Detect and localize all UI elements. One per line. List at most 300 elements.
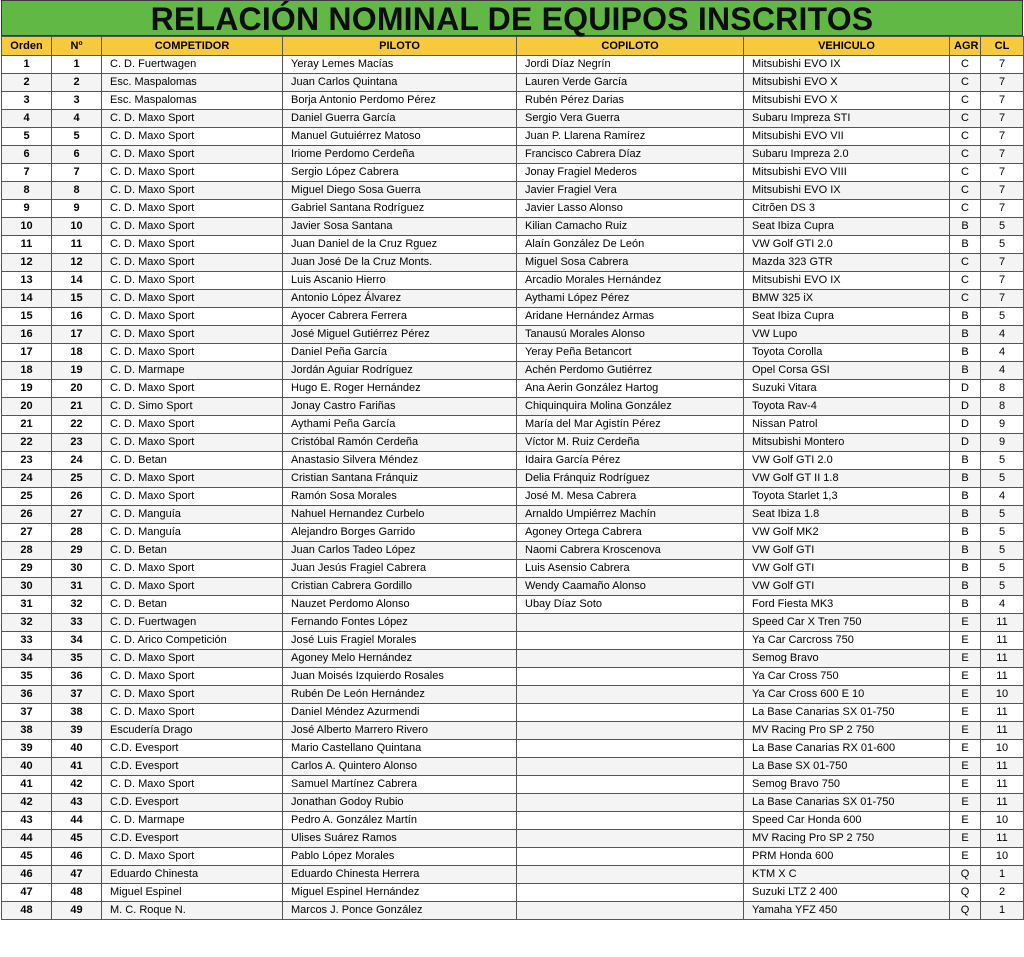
orden-cell: 4: [2, 110, 52, 128]
cl-cell: 7: [981, 272, 1024, 290]
copiloto-cell: [517, 650, 744, 668]
competidor-cell: C. D. Maxo Sport: [102, 308, 283, 326]
numero-cell: 5: [52, 128, 102, 146]
copiloto-cell: Jordi Díaz Negrín: [517, 56, 744, 74]
cl-cell: 7: [981, 74, 1024, 92]
cl-cell: 7: [981, 110, 1024, 128]
piloto-cell: Carlos A. Quintero Alonso: [283, 758, 517, 776]
copiloto-cell: [517, 902, 744, 920]
table-row: [2, 740, 1024, 758]
cl-cell: 10: [981, 740, 1024, 758]
numero-cell: 41: [52, 758, 102, 776]
numero-cell: 46: [52, 848, 102, 866]
copiloto-cell: Tanausú Morales Alonso: [517, 326, 744, 344]
piloto-cell: Juan Moisés Izquierdo Rosales: [283, 668, 517, 686]
agr-cell: E: [950, 740, 981, 758]
table-row: [2, 326, 1024, 344]
vehiculo-cell: Mitsubishi EVO X: [744, 74, 950, 92]
piloto-cell: Juan Jesús Fragiel Cabrera: [283, 560, 517, 578]
orden-cell: 20: [2, 398, 52, 416]
vehiculo-cell: Mitsubishi EVO IX: [744, 56, 950, 74]
table-row: [2, 254, 1024, 272]
orden-cell: 18: [2, 362, 52, 380]
competidor-cell: C. D. Maxo Sport: [102, 776, 283, 794]
vehiculo-cell: Speed Car Honda 600: [744, 812, 950, 830]
cl-cell: 4: [981, 326, 1024, 344]
piloto-cell: Gabriel Santana Rodríguez: [283, 200, 517, 218]
piloto-cell: Marcos J. Ponce González: [283, 902, 517, 920]
table-row: [2, 380, 1024, 398]
vehiculo-cell: VW Golf MK2: [744, 524, 950, 542]
col-header-cl: CL: [981, 37, 1024, 56]
entries-body: [2, 56, 1024, 920]
vehiculo-cell: VW Golf GTI 2.0: [744, 236, 950, 254]
agr-cell: C: [950, 182, 981, 200]
competidor-cell: C. D. Betan: [102, 452, 283, 470]
piloto-cell: Mario Castellano Quintana: [283, 740, 517, 758]
vehiculo-cell: Citrõen DS 3: [744, 200, 950, 218]
table-row: [2, 344, 1024, 362]
table-row: [2, 488, 1024, 506]
numero-cell: 7: [52, 164, 102, 182]
table-row: [2, 542, 1024, 560]
orden-cell: 7: [2, 164, 52, 182]
competidor-cell: C. D. Maxo Sport: [102, 290, 283, 308]
agr-cell: C: [950, 146, 981, 164]
orden-cell: 29: [2, 560, 52, 578]
piloto-cell: Jonathan Godoy Rubio: [283, 794, 517, 812]
piloto-cell: Pablo López Morales: [283, 848, 517, 866]
table-row: [2, 182, 1024, 200]
competidor-cell: C. D. Maxo Sport: [102, 848, 283, 866]
competidor-cell: Eduardo Chinesta: [102, 866, 283, 884]
competidor-cell: C. D. Maxo Sport: [102, 326, 283, 344]
table-row: [2, 812, 1024, 830]
copiloto-cell: Sergio Vera Guerra: [517, 110, 744, 128]
copiloto-cell: Lauren Verde García: [517, 74, 744, 92]
agr-cell: B: [950, 326, 981, 344]
agr-cell: Q: [950, 884, 981, 902]
orden-cell: 43: [2, 812, 52, 830]
agr-cell: C: [950, 164, 981, 182]
orden-cell: 37: [2, 704, 52, 722]
copiloto-cell: [517, 704, 744, 722]
agr-cell: E: [950, 614, 981, 632]
table-row: [2, 128, 1024, 146]
copiloto-cell: [517, 848, 744, 866]
orden-cell: 13: [2, 272, 52, 290]
numero-cell: 18: [52, 344, 102, 362]
table-row: [2, 722, 1024, 740]
numero-cell: 35: [52, 650, 102, 668]
numero-cell: 40: [52, 740, 102, 758]
agr-cell: E: [950, 848, 981, 866]
numero-cell: 45: [52, 830, 102, 848]
orden-cell: 28: [2, 542, 52, 560]
agr-cell: B: [950, 362, 981, 380]
vehiculo-cell: BMW 325 iX: [744, 290, 950, 308]
competidor-cell: C. D. Simo Sport: [102, 398, 283, 416]
numero-cell: 37: [52, 686, 102, 704]
table-row: [2, 164, 1024, 182]
agr-cell: E: [950, 722, 981, 740]
agr-cell: E: [950, 758, 981, 776]
page-title: RELACIÓN NOMINAL DE EQUIPOS INSCRITOS: [1, 0, 1023, 36]
orden-cell: 44: [2, 830, 52, 848]
copiloto-cell: Jonay Fragiel Mederos: [517, 164, 744, 182]
col-header-orden: Orden: [2, 37, 52, 56]
table-row: [2, 596, 1024, 614]
competidor-cell: C. D. Maxo Sport: [102, 254, 283, 272]
piloto-cell: Ulises Suárez Ramos: [283, 830, 517, 848]
orden-cell: 38: [2, 722, 52, 740]
copiloto-cell: Víctor M. Ruiz Cerdeña: [517, 434, 744, 452]
vehiculo-cell: Semog Bravo 750: [744, 776, 950, 794]
copiloto-cell: [517, 884, 744, 902]
agr-cell: C: [950, 92, 981, 110]
orden-cell: 8: [2, 182, 52, 200]
agr-cell: E: [950, 650, 981, 668]
piloto-cell: Alejandro Borges Garrido: [283, 524, 517, 542]
orden-cell: 3: [2, 92, 52, 110]
agr-cell: D: [950, 380, 981, 398]
cl-cell: 11: [981, 668, 1024, 686]
cl-cell: 5: [981, 524, 1024, 542]
table-row: [2, 218, 1024, 236]
orden-cell: 16: [2, 326, 52, 344]
numero-cell: 22: [52, 416, 102, 434]
vehiculo-cell: VW Golf GT II 1.8: [744, 470, 950, 488]
numero-cell: 10: [52, 218, 102, 236]
numero-cell: 39: [52, 722, 102, 740]
vehiculo-cell: Opel Corsa GSI: [744, 362, 950, 380]
numero-cell: 32: [52, 596, 102, 614]
cl-cell: 4: [981, 596, 1024, 614]
copiloto-cell: Achén Perdomo Gutiérrez: [517, 362, 744, 380]
numero-cell: 16: [52, 308, 102, 326]
numero-cell: 31: [52, 578, 102, 596]
competidor-cell: C. D. Maxo Sport: [102, 272, 283, 290]
agr-cell: B: [950, 344, 981, 362]
table-row: [2, 200, 1024, 218]
piloto-cell: José Alberto Marrero Rivero: [283, 722, 517, 740]
copiloto-cell: Arnaldo Umpiérrez Machín: [517, 506, 744, 524]
competidor-cell: C. D. Maxo Sport: [102, 164, 283, 182]
numero-cell: 3: [52, 92, 102, 110]
orden-cell: 1: [2, 56, 52, 74]
copiloto-cell: Aythami López Pérez: [517, 290, 744, 308]
orden-cell: 42: [2, 794, 52, 812]
agr-cell: E: [950, 632, 981, 650]
numero-cell: 34: [52, 632, 102, 650]
orden-cell: 48: [2, 902, 52, 920]
competidor-cell: C.D. Evesport: [102, 758, 283, 776]
table-row: [2, 614, 1024, 632]
competidor-cell: C. D. Marmape: [102, 362, 283, 380]
table-row: [2, 92, 1024, 110]
cl-cell: 4: [981, 362, 1024, 380]
orden-cell: 6: [2, 146, 52, 164]
agr-cell: B: [950, 578, 981, 596]
copiloto-cell: Delia Fránquiz Rodríguez: [517, 470, 744, 488]
numero-cell: 6: [52, 146, 102, 164]
competidor-cell: C. D. Maxo Sport: [102, 344, 283, 362]
copiloto-cell: Javier Lasso Alonso: [517, 200, 744, 218]
copiloto-cell: Agoney Ortega Cabrera: [517, 524, 744, 542]
copiloto-cell: Chiquinquira Molina González: [517, 398, 744, 416]
vehiculo-cell: Subaru Impreza STI: [744, 110, 950, 128]
competidor-cell: Escudería Drago: [102, 722, 283, 740]
competidor-cell: C. D. Maxo Sport: [102, 434, 283, 452]
copiloto-cell: Aridane Hernández Armas: [517, 308, 744, 326]
piloto-cell: Eduardo Chinesta Herrera: [283, 866, 517, 884]
competidor-cell: C. D. Maxo Sport: [102, 182, 283, 200]
table-row: [2, 776, 1024, 794]
orden-cell: 30: [2, 578, 52, 596]
numero-cell: 25: [52, 470, 102, 488]
copiloto-cell: [517, 632, 744, 650]
copiloto-cell: Juan P. Llarena Ramírez: [517, 128, 744, 146]
col-header-numero: Nº: [52, 37, 102, 56]
competidor-cell: C. D. Maxo Sport: [102, 488, 283, 506]
orden-cell: 41: [2, 776, 52, 794]
piloto-cell: Nahuel Hernandez Curbelo: [283, 506, 517, 524]
vehiculo-cell: Ya Car Cross 600 E 10: [744, 686, 950, 704]
piloto-cell: Ramón Sosa Morales: [283, 488, 517, 506]
orden-cell: 15: [2, 308, 52, 326]
piloto-cell: Luis Ascanio Hierro: [283, 272, 517, 290]
vehiculo-cell: Toyota Corolla: [744, 344, 950, 362]
competidor-cell: C. D. Maxo Sport: [102, 236, 283, 254]
numero-cell: 33: [52, 614, 102, 632]
agr-cell: B: [950, 470, 981, 488]
piloto-cell: Anastasio Silvera Méndez: [283, 452, 517, 470]
table-row: [2, 416, 1024, 434]
copiloto-cell: [517, 776, 744, 794]
vehiculo-cell: Speed Car X Tren 750: [744, 614, 950, 632]
piloto-cell: Manuel Gutuiérrez Matoso: [283, 128, 517, 146]
piloto-cell: Antonio López Álvarez: [283, 290, 517, 308]
vehiculo-cell: Suzuki Vitara: [744, 380, 950, 398]
piloto-cell: Samuel Martínez Cabrera: [283, 776, 517, 794]
orden-cell: 10: [2, 218, 52, 236]
numero-cell: 29: [52, 542, 102, 560]
orden-cell: 11: [2, 236, 52, 254]
cl-cell: 10: [981, 848, 1024, 866]
competidor-cell: Esc. Maspalomas: [102, 92, 283, 110]
orden-cell: 32: [2, 614, 52, 632]
competidor-cell: C. D. Maxo Sport: [102, 128, 283, 146]
cl-cell: 9: [981, 434, 1024, 452]
copiloto-cell: María del Mar Agistín Pérez: [517, 416, 744, 434]
copiloto-cell: Miguel Sosa Cabrera: [517, 254, 744, 272]
competidor-cell: C. D. Maxo Sport: [102, 650, 283, 668]
piloto-cell: Fernando Fontes López: [283, 614, 517, 632]
copiloto-cell: [517, 758, 744, 776]
agr-cell: B: [950, 488, 981, 506]
cl-cell: 1: [981, 902, 1024, 920]
vehiculo-cell: VW Golf GTI: [744, 560, 950, 578]
cl-cell: 8: [981, 398, 1024, 416]
numero-cell: 8: [52, 182, 102, 200]
vehiculo-cell: Toyota Starlet 1,3: [744, 488, 950, 506]
piloto-cell: Yeray Lemes Macías: [283, 56, 517, 74]
agr-cell: Q: [950, 866, 981, 884]
agr-cell: E: [950, 686, 981, 704]
vehiculo-cell: VW Golf GTI: [744, 542, 950, 560]
piloto-cell: Juan Carlos Tadeo López: [283, 542, 517, 560]
cl-cell: 11: [981, 830, 1024, 848]
cl-cell: 1: [981, 866, 1024, 884]
orden-cell: 21: [2, 416, 52, 434]
agr-cell: Q: [950, 902, 981, 920]
agr-cell: E: [950, 776, 981, 794]
numero-cell: 36: [52, 668, 102, 686]
vehiculo-cell: Mitsubishi EVO IX: [744, 272, 950, 290]
numero-cell: 1: [52, 56, 102, 74]
vehiculo-cell: Toyota Rav-4: [744, 398, 950, 416]
table-row: [2, 308, 1024, 326]
table-row: [2, 632, 1024, 650]
numero-cell: 28: [52, 524, 102, 542]
numero-cell: 20: [52, 380, 102, 398]
numero-cell: 48: [52, 884, 102, 902]
vehiculo-cell: Nissan Patrol: [744, 416, 950, 434]
orden-cell: 46: [2, 866, 52, 884]
copiloto-cell: Arcadio Morales Hernández: [517, 272, 744, 290]
cl-cell: 7: [981, 182, 1024, 200]
vehiculo-cell: La Base Canarias RX 01-600: [744, 740, 950, 758]
agr-cell: C: [950, 200, 981, 218]
cl-cell: 5: [981, 236, 1024, 254]
cl-cell: 7: [981, 290, 1024, 308]
col-header-vehiculo: VEHICULO: [744, 37, 950, 56]
cl-cell: 5: [981, 542, 1024, 560]
cl-cell: 5: [981, 218, 1024, 236]
piloto-cell: Iriome Perdomo Cerdeña: [283, 146, 517, 164]
agr-cell: C: [950, 128, 981, 146]
piloto-cell: Jordán Aguiar Rodríguez: [283, 362, 517, 380]
competidor-cell: C. D. Maxo Sport: [102, 704, 283, 722]
table-row: [2, 866, 1024, 884]
cl-cell: 11: [981, 632, 1024, 650]
copiloto-cell: [517, 614, 744, 632]
vehiculo-cell: VW Golf GTI 2.0: [744, 452, 950, 470]
cl-cell: 7: [981, 254, 1024, 272]
orden-cell: 39: [2, 740, 52, 758]
piloto-cell: Cristóbal Ramón Cerdeña: [283, 434, 517, 452]
competidor-cell: C. D. Maxo Sport: [102, 110, 283, 128]
vehiculo-cell: Ya Car Carcross 750: [744, 632, 950, 650]
table-row: [2, 362, 1024, 380]
copiloto-cell: Luis Asensio Cabrera: [517, 560, 744, 578]
table-row: [2, 434, 1024, 452]
orden-cell: 34: [2, 650, 52, 668]
copiloto-cell: Ana Aerin González Hartog: [517, 380, 744, 398]
vehiculo-cell: Suzuki LTZ 2 400: [744, 884, 950, 902]
copiloto-cell: Alaín González De León: [517, 236, 744, 254]
col-header-piloto: PILOTO: [283, 37, 517, 56]
orden-cell: 12: [2, 254, 52, 272]
cl-cell: 5: [981, 578, 1024, 596]
vehiculo-cell: La Base SX 01-750: [744, 758, 950, 776]
cl-cell: 5: [981, 452, 1024, 470]
cl-cell: 7: [981, 200, 1024, 218]
numero-cell: 42: [52, 776, 102, 794]
cl-cell: 4: [981, 488, 1024, 506]
cl-cell: 8: [981, 380, 1024, 398]
vehiculo-cell: Seat Ibiza 1.8: [744, 506, 950, 524]
piloto-cell: Jonay Castro Fariñas: [283, 398, 517, 416]
table-row: [2, 56, 1024, 74]
col-header-agr: AGR: [950, 37, 981, 56]
cl-cell: 11: [981, 722, 1024, 740]
orden-cell: 5: [2, 128, 52, 146]
vehiculo-cell: Mitsubishi Montero: [744, 434, 950, 452]
competidor-cell: C. D. Maxo Sport: [102, 686, 283, 704]
agr-cell: D: [950, 434, 981, 452]
competidor-cell: M. C. Roque N.: [102, 902, 283, 920]
cl-cell: 7: [981, 56, 1024, 74]
vehiculo-cell: Subaru Impreza 2.0: [744, 146, 950, 164]
cl-cell: 11: [981, 614, 1024, 632]
piloto-cell: Hugo E. Roger Hernández: [283, 380, 517, 398]
competidor-cell: C. D. Maxo Sport: [102, 416, 283, 434]
table-row: [2, 884, 1024, 902]
orden-cell: 23: [2, 452, 52, 470]
numero-cell: 14: [52, 272, 102, 290]
vehiculo-cell: VW Golf GTI: [744, 578, 950, 596]
vehiculo-cell: La Base Canarias SX 01-750: [744, 794, 950, 812]
cl-cell: 10: [981, 686, 1024, 704]
entries-table: [1, 36, 1024, 920]
agr-cell: C: [950, 74, 981, 92]
numero-cell: 9: [52, 200, 102, 218]
competidor-cell: C. D. Maxo Sport: [102, 560, 283, 578]
numero-cell: 26: [52, 488, 102, 506]
col-header-copiloto: COPILOTO: [517, 37, 744, 56]
competidor-cell: C. D. Maxo Sport: [102, 218, 283, 236]
numero-cell: 44: [52, 812, 102, 830]
vehiculo-cell: PRM Honda 600: [744, 848, 950, 866]
cl-cell: 9: [981, 416, 1024, 434]
table-row: [2, 578, 1024, 596]
numero-cell: 43: [52, 794, 102, 812]
numero-cell: 30: [52, 560, 102, 578]
agr-cell: C: [950, 254, 981, 272]
table-row: [2, 668, 1024, 686]
cl-cell: 11: [981, 650, 1024, 668]
piloto-cell: Nauzet Perdomo Alonso: [283, 596, 517, 614]
competidor-cell: C. D. Maxo Sport: [102, 200, 283, 218]
agr-cell: D: [950, 398, 981, 416]
orden-cell: 24: [2, 470, 52, 488]
numero-cell: 4: [52, 110, 102, 128]
competidor-cell: C. D. Maxo Sport: [102, 668, 283, 686]
numero-cell: 19: [52, 362, 102, 380]
competidor-cell: C. D. Arico Competición: [102, 632, 283, 650]
vehiculo-cell: Mitsubishi EVO VIII: [744, 164, 950, 182]
cl-cell: 7: [981, 164, 1024, 182]
copiloto-cell: Naomi Cabrera Kroscenova: [517, 542, 744, 560]
agr-cell: C: [950, 110, 981, 128]
agr-cell: E: [950, 668, 981, 686]
piloto-cell: Juan José De la Cruz Monts.: [283, 254, 517, 272]
orden-cell: 36: [2, 686, 52, 704]
piloto-cell: Miguel Diego Sosa Guerra: [283, 182, 517, 200]
piloto-cell: Juan Carlos Quintana: [283, 74, 517, 92]
copiloto-cell: [517, 722, 744, 740]
